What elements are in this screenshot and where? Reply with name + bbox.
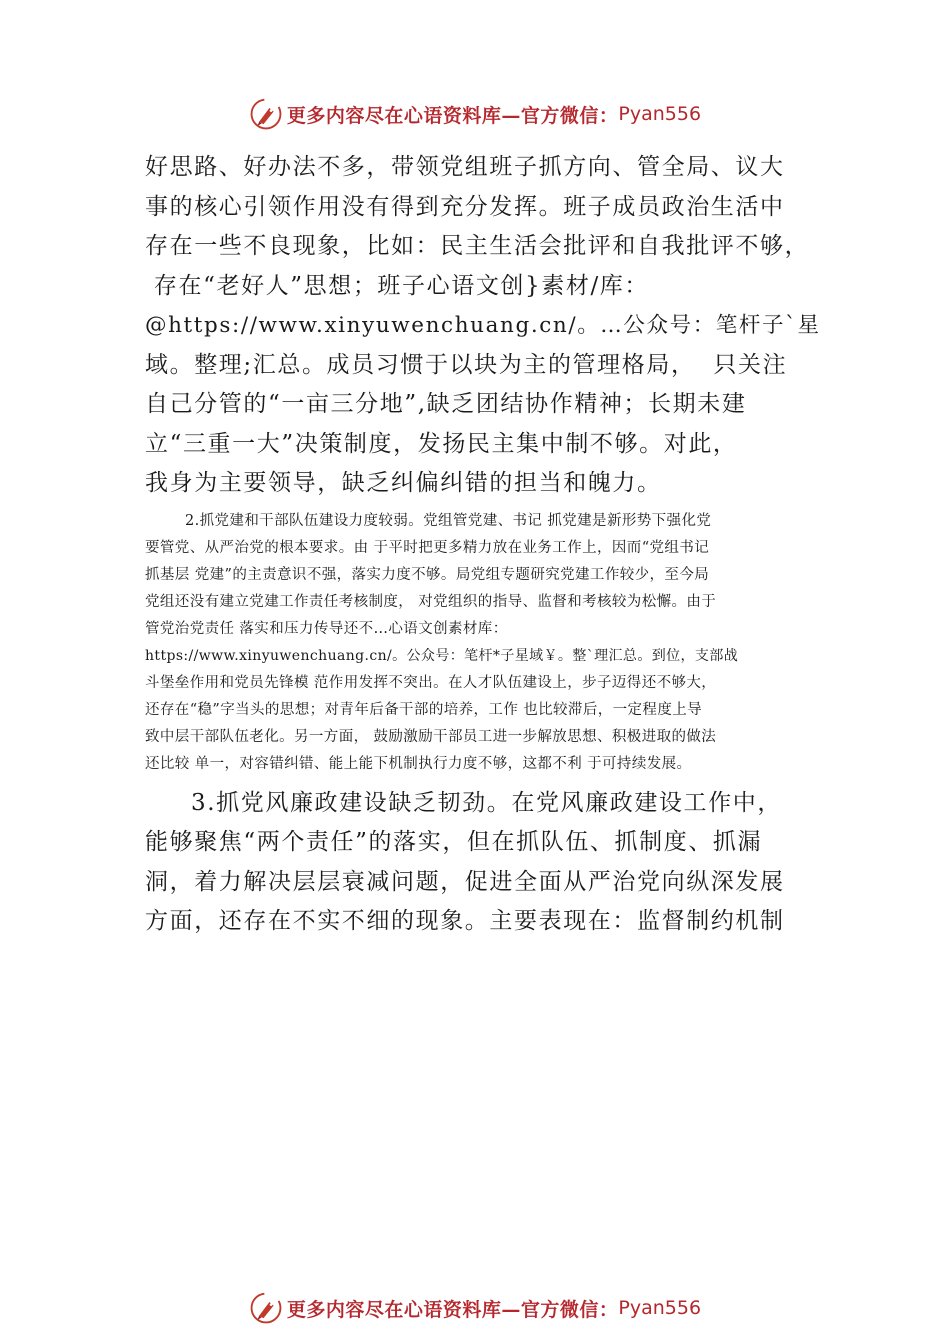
text-line: 斗堡垒作用和党员先锋模 范作用发挥不突出。在人才队伍建设上，步子迈得还不够大， <box>145 674 717 691</box>
text-line: 立“三重一大”决策制度，发扬民主集中制不够。对此， <box>145 430 738 457</box>
text-line-url: https://www.xinyuwenchuang.cn/。公众号：笔杆*子星域￥。整`理汇总。到位，支部战 <box>145 647 739 664</box>
banner-wechat-id: Pyan556 <box>618 1297 702 1319</box>
text-line: 域。整理;汇总。成员习惯于以块为主的管理格局， 只关注 <box>145 351 788 378</box>
pen-nib-logo-icon <box>249 97 283 131</box>
text-line: 能够聚焦“两个责任”的落实，但在抓队伍、抓制度、抓漏 <box>145 829 763 855</box>
header-banner <box>0 94 950 134</box>
text-line: 还存在“稳”字当头的思想；对青年后备干部的培养，工作 也比较滞后，一定程度上导 <box>145 701 703 718</box>
text-line: 还比较 单一，对容错纠错、能上能下机制执行力度不够，这都不利 于可持续发展。 <box>145 755 692 772</box>
document-body <box>145 148 830 942</box>
text-line: 存在一些不良现象，比如：民主生活会批评和自我批评不够， <box>145 233 810 259</box>
paragraph-3 <box>145 784 830 942</box>
banner-wechat-id: Pyan556 <box>618 103 702 125</box>
text-line: 2.抓党建和干部队伍建设力度较弱。党组管党建、书记 抓党建是新形势下强化党 <box>185 512 712 529</box>
text-line: 抓基层 党建”的主责意识不强，落实力度不够。局党组专题研究党建工作较少，至今局 <box>145 566 710 583</box>
text-line: 要管党、从严治党的根本要求。由 于平时把更多精力放在业务工作上，因而“党组书记 <box>145 539 710 556</box>
banner-text: 更多内容尽在心语资料库—官方微信： <box>286 104 619 127</box>
text-line: 事的核心引领作用没有得到充分发挥。班子成员政治生活中 <box>145 193 785 220</box>
text-line: 存在“老好人”思想；班子心语文创}素材/库： <box>145 272 650 299</box>
text-line: 3.抓党风廉政建设缺乏韧劲。在党风廉政建设工作中， <box>191 789 782 816</box>
footer-banner <box>0 1288 950 1328</box>
text-line: 管党治党责任 落实和压力传导还不…心语文创素材库： <box>145 620 508 637</box>
text-line: 好思路、好办法不多，带领党组班子抓方向、管全局、议大 <box>145 154 785 180</box>
pen-nib-logo-icon <box>249 1291 283 1325</box>
paragraph-2 <box>145 508 830 778</box>
text-line: 自己分管的“一亩三分地”,缺乏团结协作精神；长期未建 <box>145 391 747 417</box>
banner-text: 更多内容尽在心语资料库—官方微信： <box>286 1298 619 1321</box>
text-line: 洞，着力解决层层衰减问题，促进全面从严治党向纵深发展 <box>145 868 785 895</box>
text-line: 党组还没有建立党建工作责任考核制度， 对党组织的指导、监督和考核较为松懈。由于 <box>145 593 717 610</box>
text-line: 方面，还存在不实不细的现象。主要表现在：监督制约机制 <box>145 908 785 934</box>
paragraph-1 <box>145 148 830 504</box>
text-line: 致中层干部队伍老化。另一方面， 鼓励激励干部员工进一步解放思想、积极进取的做法 <box>145 728 717 745</box>
text-line: 我身为主要领导，缺乏纠偏纠错的担当和魄力。 <box>145 470 662 496</box>
text-line-url: @https://www.xinyuwenchuang.cn/。…公众号：笔杆子`星 <box>145 313 821 338</box>
